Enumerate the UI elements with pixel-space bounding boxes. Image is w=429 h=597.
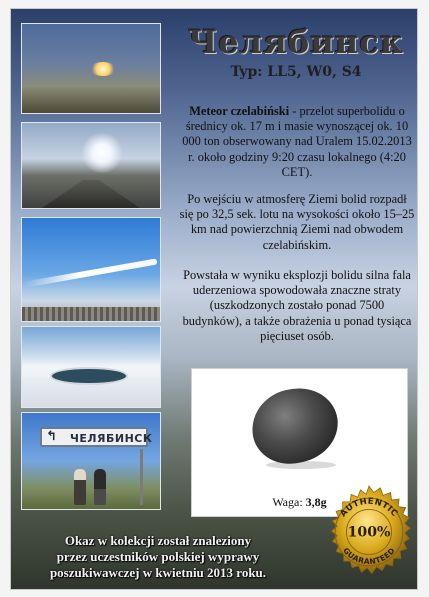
photo-smoke-trail — [21, 217, 161, 322]
seal-top-text: AUTHENTIC — [337, 495, 401, 519]
page-title: Челябинск — [188, 23, 404, 61]
photo-city-sign — [21, 412, 161, 510]
seal-center-text: 100% — [347, 524, 391, 541]
city-sign-text: ЧЕЛЯБИНСК — [70, 432, 153, 445]
city-sign — [40, 427, 153, 447]
flash-glow — [80, 133, 124, 173]
photo-bolide-sky — [21, 23, 161, 114]
turn-arrow-icon: ↰ — [46, 429, 58, 444]
person-left — [74, 469, 86, 505]
description-paragraph-3: Powstała w wyniku eksplozji bolidu silna fala uderzeniowa spowodowała znaczne straty (uszkodzonych zostało ponad 7500 budynków), a także obrażenia u ponad tysiąca pięciuset osób. — [182, 268, 412, 343]
ice-hole — [50, 367, 128, 385]
weight-label: Waga: — [272, 495, 303, 509]
road — [42, 180, 140, 208]
photo-dashcam-flash — [21, 122, 161, 209]
smoke-trail — [24, 258, 157, 287]
description-paragraph-1 — [179, 104, 415, 180]
sign-post — [140, 449, 143, 505]
provenance-line-2: przez uczestników polskiej wyprawy — [56, 549, 260, 564]
provenance-line-1: Okaz w kolekcji został znaleziony — [64, 533, 252, 548]
weight-value: 3,8g — [305, 495, 327, 509]
description-text-1: - przelot superbolidu o średnicy ok. 17 m i masie wynoszącej ok. 10 000 ton obserwowany nad Uralem 15.02.2013 r. około godziny 9:20 czasu lokalnego (4:20 CET). — [182, 104, 412, 179]
authentic-guaranteed-seal — [322, 485, 416, 579]
person-right — [94, 469, 106, 505]
photo-ice-hole — [21, 326, 161, 408]
meteorite-specimen — [247, 383, 342, 468]
tree-line — [22, 307, 160, 321]
meteorite-type: Typ: LL5, W0, S4 — [230, 64, 362, 80]
bolide-glow — [90, 62, 116, 76]
description-paragraph-2: Po wejściu w atmosferę Ziemi bolid rozpadł się po 32,5 sek. lotu na wysokości około 15–25 km nad powierzchnią Ziemi nad obwodem czelabińskim. — [179, 192, 415, 252]
provenance-line-3: poszukiwawczej w kwietniu 2013 roku. — [49, 565, 267, 580]
provenance-note — [23, 533, 293, 581]
description-lead: Meteor czelabiński — [189, 104, 290, 118]
seal-bottom-text: GUARANTEED — [341, 545, 397, 567]
